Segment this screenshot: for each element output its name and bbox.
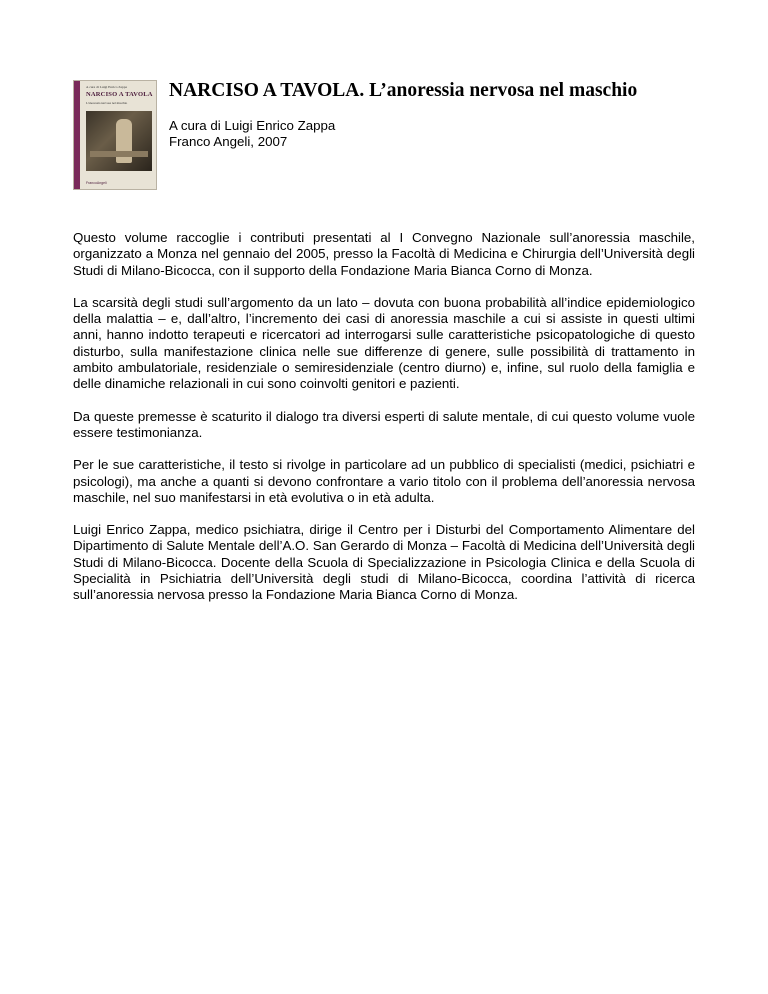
cover-title: NARCISO A TAVOLA <box>86 91 153 98</box>
book-cover-image <box>73 80 157 190</box>
book-publisher: Franco Angeli, 2007 <box>169 134 288 149</box>
paragraph-motivation: La scarsità degli studi sull’argomento da un lato – dovuta con buona probabilità all’indice epidemiologico della malattia – e, dall’altro, l’incremento dei casi di anoressia maschile a cui si assiste in questi ultimi anni, hanno indotto terapeuti e ricercatori ad interrogarsi sulle caratteristiche psicopatologiche di questo disturbo, sulla manifestazione clinica nelle sue differenze di genere, sulle possibilità di trattamento in ambito ambulatoriale, residenziale o semiresidenziale (centro diurno) e, infine, sul ruolo della famiglia e delle dinamiche relazionali in cui sono coinvolti genitori e pazienti. <box>73 294 695 392</box>
paragraph-premises: Da queste premesse è scaturito il dialogo tra diversi esperti di salute mentale, di cui questo volume vuole essere testimonianza. <box>73 408 695 440</box>
cover-publisher: FrancoAngeli <box>86 181 107 185</box>
cover-subtitle: L'anoressia nervosa nel maschio <box>86 101 128 105</box>
book-title: NARCISO A TAVOLA. L’anoressia nervosa nel maschio <box>169 80 638 101</box>
cover-spine <box>74 81 80 189</box>
paragraph-intro: Questo volume raccoglie i contributi presentati al I Convegno Nazionale sull’anoressia maschile, organizzato a Monza nel gennaio del 2005, presso la Facoltà di Medicina e Chirurgia dell’Università degli Studi di Milano-Bicocca, con il supporto della Fondazione Maria Bianca Corno di Monza. <box>73 230 695 278</box>
cover-photo <box>86 111 152 171</box>
paragraph-audience: Per le sue caratteristiche, il testo si rivolge in particolare ad un pubblico di specialisti (medici, psichiatri e psicologi), ma anche a quanti si devono confrontare a vario titolo con il problema dell’anoressia nervosa maschile, nel suo manifestarsi in età evolutiva o in età adulta. <box>73 457 695 505</box>
book-curator: A cura di Luigi Enrico Zappa <box>169 118 336 133</box>
cover-curator: A cura di Luigi Enrico Zappa <box>86 85 128 89</box>
paragraph-author-bio: Luigi Enrico Zappa, medico psichiatra, dirige il Centro per i Disturbi del Comportamento Alimentare del Dipartimento di Salute Mentale dell’A.O. San Gerardo di Monza – Facoltà di Medicina dell’Università degli Studi di Milano-Bicocca. Docente della Scuola di Specializzazione in Psicologia Clinica e della Scuola di Specialità in Psichiatria dell’Università degli studi di Milano-Bicocca, coordina l’attività di ricerca sull’anoressia nervosa presso la Fondazione Maria Bianca Corno di Monza. <box>73 522 695 603</box>
cover-photo-table <box>90 151 148 157</box>
description-body <box>73 230 695 620</box>
